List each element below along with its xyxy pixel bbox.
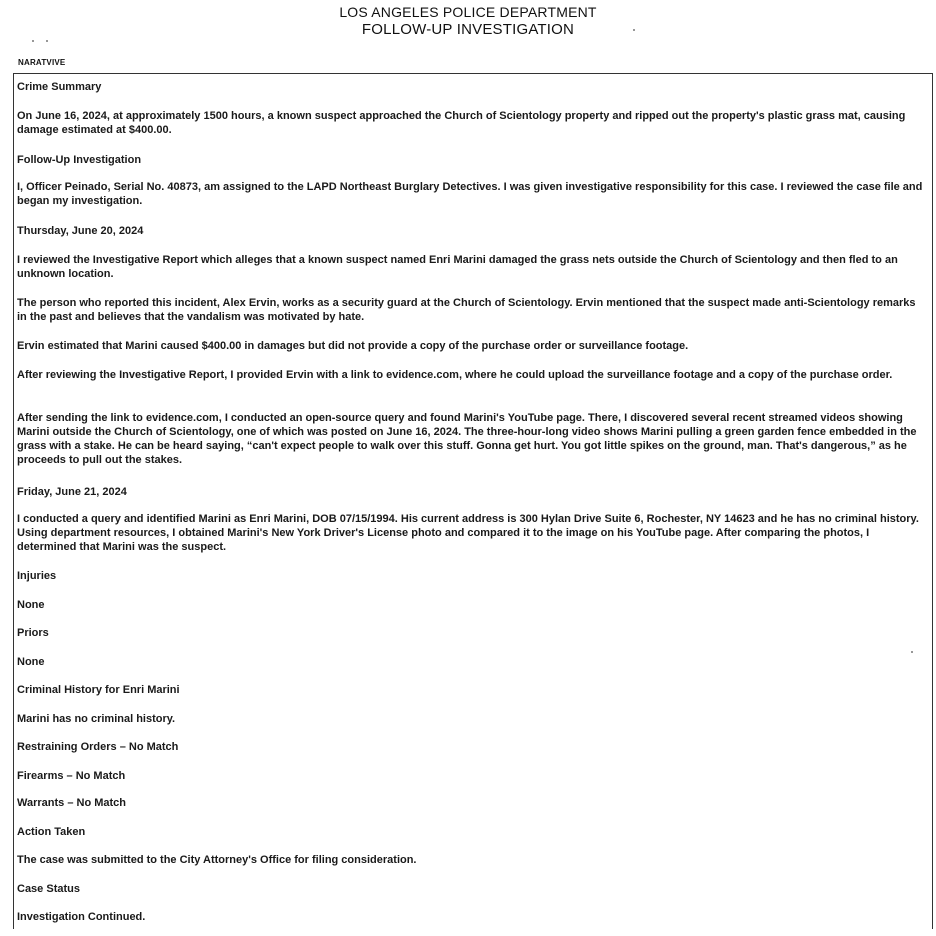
heading-priors: Priors (17, 627, 49, 639)
june-20-paragraph-2: The person who reported this incident, Alex Ervin, works as a security guard at the Church of Scientology. Ervin mentioned that the suspect made anti-Scientology remarks in the past and believes that the vandalism was motivated by hate. (17, 297, 916, 323)
department-title: LOS ANGELES POLICE DEPARTMENT (339, 4, 597, 20)
priors-value: None (17, 656, 45, 668)
june-20-paragraph-4: After reviewing the Investigative Report, I provided Ervin with a link to evidence.com, where he could upload the surveillance footage and a copy of the purchase order. (17, 369, 893, 381)
restraining-orders-line: Restraining Orders – No Match (17, 741, 179, 753)
heading-action-taken: Action Taken (17, 826, 86, 838)
scan-speck (46, 40, 48, 42)
injuries-value: None (17, 599, 45, 611)
june-20-paragraph-3: Ervin estimated that Marini caused $400.00 in damages but did not provide a copy of the purchase order or surveillance footage. (17, 340, 689, 352)
heading-date-june-20: Thursday, June 20, 2024 (17, 225, 144, 237)
report-title: FOLLOW-UP INVESTIGATION (361, 21, 575, 38)
criminal-history-value: Marini has no criminal history. (17, 713, 176, 725)
follow-up-text: I, Officer Peinado, Serial No. 40873, am assigned to the LAPD Northeast Burglary Detectives. I was given investigative responsibility for this case. I reviewed the case file and began my investigation. (17, 181, 923, 207)
firearms-line: Firearms – No Match (17, 770, 126, 782)
scan-speck (32, 40, 34, 42)
document-header (0, 4, 936, 38)
heading-crime-summary: Crime Summary (17, 81, 102, 93)
june-20-paragraph-1: I reviewed the Investigative Report which alleges that a known suspect named Enri Marini damaged the grass nets outside the Church of Scientology and then fled to an unknown location. (17, 254, 898, 280)
heading-criminal-history: Criminal History for Enri Marini (17, 684, 180, 696)
june-20-paragraph-5: After sending the link to evidence.com, I conducted an open-source query and found Marini's YouTube page. There, I discovered several recent streamed videos showing Marini outside the Church of Scientology, one of which was posted on June 16, 2024. The three-hour-long video shows Marini pulling a green garden fence embedded in the grass with a stake. He can be heard saying, “can't expect people to walk over this stuff. Gonna get hurt. You got little spikes on the ground, man. That's dangerous,” as he proceeds to pull out the stakes. (17, 412, 917, 466)
action-taken-text: The case was submitted to the City Attorney's Office for filing consideration. (17, 854, 417, 866)
scan-speck (633, 29, 635, 31)
crime-summary-text: On June 16, 2024, at approximately 1500 hours, a known suspect approached the Church of Scientology property and ripped out the property's plastic grass mat, causing damage estimated at $400.00. (17, 110, 906, 136)
section-label: NARATVIVE (18, 58, 66, 67)
heading-case-status: Case Status (17, 883, 80, 895)
heading-date-june-21: Friday, June 21, 2024 (17, 486, 127, 498)
case-status-value: Investigation Continued. (17, 911, 146, 923)
heading-injuries: Injuries (17, 570, 57, 582)
heading-follow-up-investigation: Follow-Up Investigation (17, 154, 142, 166)
warrants-line: Warrants – No Match (17, 797, 127, 809)
june-21-paragraph: I conducted a query and identified Marini as Enri Marini, DOB 07/15/1994. His current address is 300 Hylan Drive Suite 6, Rochester, NY 14623 and he has no criminal history. Using department resources, I obtained Marini's New York Driver's License photo and compared it to the image on his YouTube page. After comparing the photos, I determined that Marini was the suspect. (17, 513, 919, 553)
